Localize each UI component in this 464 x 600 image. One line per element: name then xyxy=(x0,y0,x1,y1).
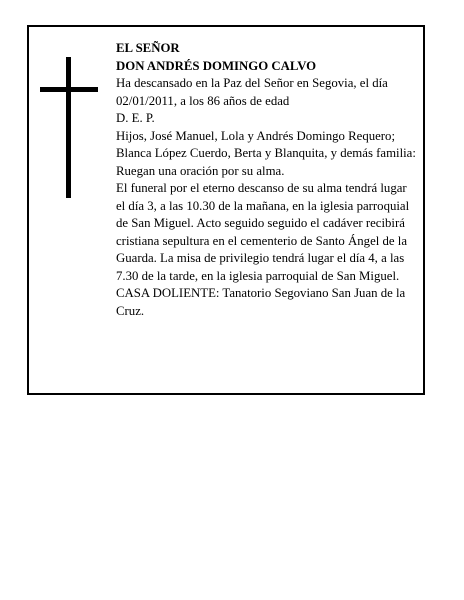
family-list: Hijos, José Manuel, Lola y Andrés Domingo Requero; Blanca López Cuerdo, Berta y Blanquita, y demás familia: xyxy=(116,128,416,160)
mourning-house: CASA DOLIENTE: Tanatorio Segoviano San Juan de la Cruz. xyxy=(116,286,406,318)
notice-heading: EL SEÑOR xyxy=(116,41,180,55)
obituary-notice xyxy=(27,25,425,395)
cross-icon xyxy=(40,57,98,198)
deceased-name: DON ANDRÉS DOMINGO CALVO xyxy=(116,58,317,73)
prayer-request: Ruegan una oración por su alma. xyxy=(116,163,285,178)
death-info: Ha descansado en la Paz del Señor en Segovia, el día 02/01/2011, a los 86 años de edad xyxy=(116,76,388,108)
cross-vertical-bar xyxy=(66,57,71,198)
notice-text xyxy=(116,40,416,320)
dep-abbreviation: D. E. P. xyxy=(116,111,155,125)
funeral-details: El funeral por el eterno descanso de su alma tendrá lugar el día 3, a las 10.30 de la mañana, en la iglesia parroquial de San Miguel. Acto seguido seguido el cadáver recibirá cristiana sepultura en el cementerio de Santo Ángel de la Guarda. La misa de privilegio tendrá lugar el día 4, a las 7.30 de la tarde, en la iglesia parroquial de San Miguel. xyxy=(116,181,410,283)
cross-horizontal-bar xyxy=(40,87,98,92)
